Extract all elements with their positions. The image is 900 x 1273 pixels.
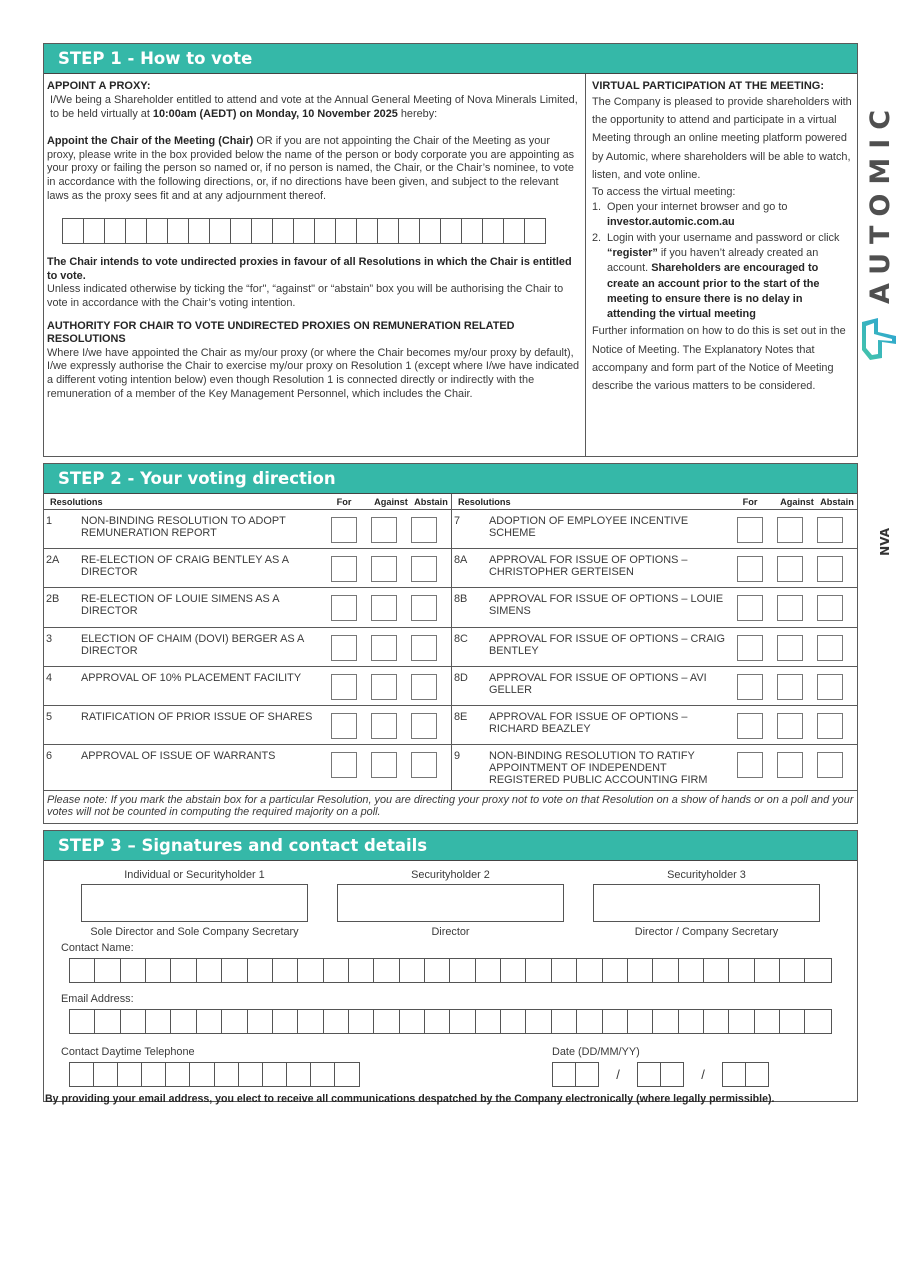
char-cell[interactable]: [805, 1010, 830, 1033]
vote-boxes: [737, 510, 857, 548]
security-code: NVA: [878, 528, 892, 556]
resolutions-header: [452, 494, 857, 510]
char-cell[interactable]: [248, 1010, 273, 1033]
step-text: [607, 200, 853, 231]
char-cell[interactable]: [197, 959, 222, 982]
step2-mid: if you haven’t already created an account.: [607, 246, 819, 275]
char-cell[interactable]: [526, 959, 551, 982]
char-cell[interactable]: [239, 1063, 263, 1086]
resolution-row: [44, 510, 451, 549]
resolutions-header: [44, 494, 451, 510]
char-cell[interactable]: [287, 1063, 311, 1086]
char-cell[interactable]: [679, 1010, 704, 1033]
investor-portal-link[interactable]: investor.automic.com.au: [607, 216, 735, 229]
signatures-row: [44, 861, 857, 938]
vote-abstain-checkbox[interactable]: [817, 752, 843, 778]
vote-abstain-checkbox[interactable]: [411, 556, 437, 582]
authority-text: Where I/we have appointed the Chair as my/our proxy (or where the Chair becomes my/our proxy by default), I/we expressly authorise the Chair to exercise my/our proxy on Resolution 1 (except where I/we have indicated a different voting intention below) even though Resolution 1 is connected directly or indirectly with the remuneration of a member of the Key Management Personnel, which includes the Chair.: [47, 346, 580, 400]
char-cell[interactable]: [142, 1063, 166, 1086]
date-month-input[interactable]: [637, 1062, 684, 1087]
automic-logo: [856, 100, 900, 362]
signatory-caption: Director: [431, 926, 470, 938]
authority-heading: AUTHORITY FOR CHAIR TO VOTE UNDIRECTED PROXIES ON REMUNERATION RELATED RESOLUTIONS: [47, 319, 515, 346]
char-cell[interactable]: [780, 959, 805, 982]
char-cell[interactable]: [483, 219, 504, 243]
resolution-text: RE-ELECTION OF CRAIG BENTLEY AS A DIRECTOR: [81, 554, 289, 579]
access-steps: [592, 200, 853, 322]
char-cell[interactable]: [420, 219, 441, 243]
resolution-number: 4: [46, 671, 53, 684]
vote-abstain-checkbox[interactable]: [411, 752, 437, 778]
char-cell[interactable]: [425, 1010, 450, 1033]
char-cell[interactable]: [378, 219, 399, 243]
vote-for-checkbox[interactable]: [737, 556, 763, 582]
char-cell[interactable]: [501, 959, 526, 982]
access-step-1: [592, 200, 853, 231]
appoint-proxy-section: [44, 74, 586, 457]
char-cell[interactable]: [755, 959, 780, 982]
char-cell[interactable]: [805, 959, 830, 982]
vote-for-checkbox[interactable]: [331, 674, 357, 700]
step-number: 2.: [592, 231, 602, 244]
step1-text: Open your internet browser and go to: [607, 201, 788, 214]
char-cell[interactable]: [147, 219, 168, 243]
intro-text: I/We being a Shareholder entitled to attend and vote at the Annual General Meeting of Nova Minerals Limited, to be held virtually at: [50, 94, 578, 120]
email-input[interactable]: [69, 1009, 832, 1034]
char-cell[interactable]: [628, 959, 653, 982]
char-cell[interactable]: [552, 1010, 577, 1033]
virtual-intro: The Company is pleased to provide shareholders with the opportunity to attend and participate in a virtual Meeting through an online meeting platform powered by Automic, where shareholders will be able to watch, listen, and vote online.: [592, 96, 852, 181]
meeting-datetime: 10:00am (AEDT) on Monday, 10 November 2025: [152, 107, 398, 120]
signatory-caption: Sole Director and Sole Company Secretary: [90, 926, 299, 938]
char-cell[interactable]: [215, 1063, 239, 1086]
vote-for-checkbox[interactable]: [331, 556, 357, 582]
resolution-row: [44, 745, 451, 791]
char-cell[interactable]: [63, 219, 84, 243]
resolution-row: [44, 588, 451, 627]
char-cell[interactable]: [704, 1010, 729, 1033]
vote-for-checkbox[interactable]: [737, 517, 763, 543]
intro-suffix: hereby:: [397, 107, 438, 120]
char-cell[interactable]: [357, 219, 378, 243]
char-cell[interactable]: [349, 959, 374, 982]
char-cell[interactable]: [653, 959, 678, 982]
vote-against-checkbox[interactable]: [777, 713, 803, 739]
char-cell[interactable]: [400, 1010, 425, 1033]
resolution-row: [452, 549, 857, 588]
header-resolutions: Resolutions: [50, 496, 103, 507]
vote-abstain-checkbox[interactable]: [817, 635, 843, 661]
vote-for-checkbox[interactable]: [331, 752, 357, 778]
char-cell[interactable]: [603, 1010, 628, 1033]
vote-against-checkbox[interactable]: [371, 713, 397, 739]
proxy-intro: [47, 94, 581, 121]
resolution-text: RE-ELECTION OF LOUIE SIMENS AS A DIRECTOR: [81, 593, 279, 618]
resolution-text: NON-BINDING RESOLUTION TO RATIFY APPOINTMENT OF INDEPENDENT REGISTERED PUBLIC ACCOUNTING FIRM: [489, 750, 708, 787]
char-cell[interactable]: [70, 959, 95, 982]
resolutions-right: [451, 494, 857, 791]
char-cell[interactable]: [121, 959, 146, 982]
char-cell[interactable]: [95, 1010, 120, 1033]
resolution-number: 9: [454, 750, 461, 763]
vote-against-checkbox[interactable]: [371, 635, 397, 661]
vote-for-checkbox[interactable]: [331, 595, 357, 621]
char-cell[interactable]: [210, 219, 231, 243]
header-against: Against: [374, 496, 408, 507]
char-cell[interactable]: [94, 1063, 118, 1086]
signature-box-2[interactable]: [337, 884, 564, 922]
header-resolutions: Resolutions: [458, 496, 511, 507]
char-cell[interactable]: [197, 1010, 222, 1033]
email-disclaimer: By providing your email address, you elect to receive all communications despatched by the Company electronically (where legally permissible).: [45, 1093, 775, 1105]
automic-wordmark: AUTOMIC: [865, 100, 896, 305]
resolution-number: 8D: [454, 671, 468, 684]
resolution-text: APPROVAL FOR ISSUE OF OPTIONS – CHRISTOPHER GERTEISEN: [489, 554, 688, 579]
char-cell[interactable]: [450, 959, 475, 982]
vote-against-checkbox[interactable]: [371, 674, 397, 700]
access-step-2: [592, 231, 853, 323]
step3-panel: [43, 830, 858, 1105]
resolution-text: APPROVAL OF ISSUE OF WARRANTS: [81, 750, 276, 763]
step1-title: STEP 1 - How to vote: [44, 44, 857, 74]
resolution-row: [452, 667, 857, 706]
header-abstain: Abstain: [414, 496, 448, 507]
chair-intent: [47, 256, 581, 283]
char-cell[interactable]: [273, 1010, 298, 1033]
char-cell[interactable]: [374, 1010, 399, 1033]
char-cell[interactable]: [462, 219, 483, 243]
vote-for-checkbox[interactable]: [737, 595, 763, 621]
char-cell[interactable]: [126, 219, 147, 243]
resolutions-left: [44, 494, 451, 791]
char-cell[interactable]: [425, 959, 450, 982]
char-cell[interactable]: [166, 1063, 190, 1086]
vote-boxes: [331, 510, 451, 548]
vote-abstain-checkbox[interactable]: [817, 713, 843, 739]
appoint-proxy-heading: APPOINT A PROXY:: [47, 80, 151, 92]
resolution-list-right: [452, 510, 857, 791]
phone-group: [44, 1042, 360, 1087]
unless-text: Unless indicated otherwise by ticking the “for", “against" or “abstain” box you will be authorising the Chair to vote in accordance with the Chair’s voting intention.: [47, 283, 564, 309]
vote-against-checkbox[interactable]: [371, 517, 397, 543]
vote-against-checkbox[interactable]: [371, 752, 397, 778]
step-text: [607, 231, 853, 323]
resolution-number: 8C: [454, 632, 468, 645]
vote-boxes: [331, 588, 451, 626]
resolution-text: APPROVAL FOR ISSUE OF OPTIONS – RICHARD BEAZLEY: [489, 710, 688, 735]
chair-intent-text: The Chair intends to vote undirected proxies in favour of all Resolutions in which the Chair is entitled to vote.: [47, 256, 572, 282]
resolution-row: [452, 706, 857, 745]
vote-against-checkbox[interactable]: [777, 595, 803, 621]
resolution-row: [452, 745, 857, 791]
char-cell[interactable]: [118, 1063, 142, 1086]
vote-boxes: [737, 588, 857, 626]
vote-boxes: [737, 745, 857, 790]
resolution-number: 2A: [46, 554, 60, 567]
header-against: Against: [780, 496, 814, 507]
char-cell[interactable]: [84, 219, 105, 243]
step3-title: STEP 3 – Signatures and contact details: [44, 831, 857, 861]
resolution-list-left: [44, 510, 451, 791]
char-cell[interactable]: [70, 1010, 95, 1033]
char-cell[interactable]: [248, 959, 273, 982]
vote-boxes: [737, 549, 857, 587]
char-cell[interactable]: [189, 219, 210, 243]
char-cell[interactable]: [704, 959, 729, 982]
resolution-row: [44, 706, 451, 745]
email-label: Email Address:: [61, 993, 134, 1005]
resolution-number: 2B: [46, 593, 60, 606]
char-cell[interactable]: [324, 1010, 349, 1033]
resolution-number: 8E: [454, 710, 468, 723]
resolution-text: APPROVAL FOR ISSUE OF OPTIONS – LOUIE SIMENS: [489, 593, 724, 618]
char-cell[interactable]: [252, 219, 273, 243]
signatory-caption: Director / Company Secretary: [634, 926, 779, 938]
resolution-text: RATIFICATION OF PRIOR ISSUE OF SHARES: [81, 710, 313, 723]
vote-against-checkbox[interactable]: [371, 556, 397, 582]
char-cell[interactable]: [552, 959, 577, 982]
char-cell[interactable]: [441, 219, 462, 243]
contact-name-input[interactable]: [69, 958, 832, 983]
resolution-number: 8A: [454, 554, 468, 567]
header-abstain: Abstain: [820, 496, 854, 507]
char-cell[interactable]: [105, 219, 126, 243]
resolution-number: 5: [46, 710, 53, 723]
vote-abstain-checkbox[interactable]: [411, 713, 437, 739]
char-cell[interactable]: [95, 959, 120, 982]
vote-boxes: [331, 745, 451, 790]
date-input: [552, 1062, 769, 1087]
vote-against-checkbox[interactable]: [777, 752, 803, 778]
vote-against-checkbox[interactable]: [777, 556, 803, 582]
char-cell[interactable]: [336, 219, 357, 243]
char-cell[interactable]: [70, 1063, 94, 1086]
date-separator: /: [701, 1067, 705, 1082]
vote-against-checkbox[interactable]: [777, 674, 803, 700]
char-cell[interactable]: [294, 219, 315, 243]
char-cell[interactable]: [400, 959, 425, 982]
char-cell[interactable]: [526, 1010, 551, 1033]
step1-panel: [43, 43, 858, 457]
vote-abstain-checkbox[interactable]: [411, 517, 437, 543]
vote-against-checkbox[interactable]: [777, 635, 803, 661]
vote-abstain-checkbox[interactable]: [817, 517, 843, 543]
resolution-row: [452, 588, 857, 627]
register-text: “register”: [607, 246, 658, 259]
char-cell[interactable]: [476, 959, 501, 982]
char-cell[interactable]: [476, 1010, 501, 1033]
vote-boxes: [737, 667, 857, 705]
char-cell[interactable]: [501, 1010, 526, 1033]
step2-bold: Shareholders are encouraged to create an account prior to the start of the meeting to ensure there is no delay in attending the virtual meeting: [607, 262, 820, 321]
resolution-text: APPROVAL FOR ISSUE OF OPTIONS – CRAIG BENTLEY: [489, 632, 726, 657]
char-cell[interactable]: [298, 1010, 323, 1033]
signatory-label: Securityholder 2: [411, 869, 490, 881]
char-cell[interactable]: [298, 959, 323, 982]
signatory-label: Individual or Securityholder 1: [124, 869, 265, 881]
char-cell[interactable]: [273, 959, 298, 982]
char-cell[interactable]: [628, 1010, 653, 1033]
appoint-chair-bold: Appoint the Chair of the Meeting (Chair): [47, 135, 254, 148]
appoint-chair-body: OR if you are not appointing the Chair of the Meeting as your proxy, please write in the box provided below the name of the person or body corporate you are appointing as your proxy or failing the person so named or, if no person is named, the Chair, or the Chair’s nominee, to vote in accordance with the following directions, or, if no directions have been given, and subject to the relevant laws as the proxy sees fit and at any adjournment thereof.: [47, 135, 575, 202]
resolution-text: NON-BINDING RESOLUTION TO ADOPT REMUNERATION REPORT: [81, 515, 286, 539]
step2-title: STEP 2 - Your voting direction: [44, 464, 857, 494]
vote-against-checkbox[interactable]: [777, 517, 803, 543]
vote-abstain-checkbox[interactable]: [411, 595, 437, 621]
signatory-label: Securityholder 3: [667, 869, 746, 881]
char-cell[interactable]: [577, 1010, 602, 1033]
char-cell[interactable]: [504, 219, 525, 243]
resolution-number: 8B: [454, 593, 468, 606]
char-cell[interactable]: [311, 1063, 335, 1086]
date-year-input[interactable]: [722, 1062, 769, 1087]
char-cell[interactable]: [146, 959, 171, 982]
char-cell[interactable]: [263, 1063, 287, 1086]
char-cell[interactable]: [653, 1010, 678, 1033]
date-label: Date (DD/MM/YY): [552, 1046, 640, 1058]
char-cell[interactable]: [168, 219, 189, 243]
access-label: To access the virtual meeting:: [592, 186, 736, 199]
phone-label: Contact Daytime Telephone: [61, 1046, 195, 1058]
abstain-note: Please note: If you mark the abstain box for a particular Resolution, you are directing your proxy not to vote on that Resolution on a show of hands or on a poll and your votes will not be counted in computing the required majority on a poll.: [47, 794, 854, 819]
resolution-row: [452, 628, 857, 667]
phone-date-row: [44, 1042, 857, 1087]
resolution-number: 1: [46, 515, 53, 527]
vote-boxes: [737, 628, 857, 666]
char-cell[interactable]: [525, 219, 545, 243]
vote-for-checkbox[interactable]: [331, 635, 357, 661]
vote-for-checkbox[interactable]: [737, 635, 763, 661]
char-cell[interactable]: [577, 959, 602, 982]
automic-cube-icon: [858, 314, 900, 362]
vote-abstain-checkbox[interactable]: [817, 556, 843, 582]
resolution-number: 7: [454, 515, 461, 527]
vote-abstain-checkbox[interactable]: [411, 635, 437, 661]
step2-panel: [43, 463, 858, 824]
vote-boxes: [331, 549, 451, 587]
date-separator: /: [616, 1067, 620, 1082]
vote-for-checkbox[interactable]: [737, 674, 763, 700]
vote-for-checkbox[interactable]: [737, 713, 763, 739]
char-cell[interactable]: [780, 1010, 805, 1033]
char-cell[interactable]: [190, 1063, 214, 1086]
char-cell[interactable]: [603, 959, 628, 982]
char-cell[interactable]: [146, 1010, 171, 1033]
phone-input[interactable]: [69, 1062, 360, 1087]
vote-for-checkbox[interactable]: [737, 752, 763, 778]
char-cell[interactable]: [374, 959, 399, 982]
vote-boxes: [331, 628, 451, 666]
date-group: [552, 1042, 769, 1087]
char-cell[interactable]: [231, 219, 252, 243]
resolution-row: [44, 667, 451, 706]
step2-text: Login with your username and password or click: [607, 231, 840, 244]
char-cell[interactable]: [171, 959, 196, 982]
resolution-row: [44, 549, 451, 588]
char-cell[interactable]: [335, 1063, 359, 1086]
vote-against-checkbox[interactable]: [371, 595, 397, 621]
char-cell[interactable]: [679, 959, 704, 982]
vote-for-checkbox[interactable]: [331, 517, 357, 543]
char-cell[interactable]: [729, 959, 754, 982]
resolution-text: APPROVAL FOR ISSUE OF OPTIONS – AVI GELLER: [489, 671, 707, 696]
char-cell[interactable]: [222, 1010, 247, 1033]
virtual-heading: VIRTUAL PARTICIPATION AT THE MEETING:: [592, 80, 825, 92]
contact-name-label: Contact Name:: [61, 942, 134, 954]
char-cell[interactable]: [450, 1010, 475, 1033]
vote-abstain-checkbox[interactable]: [411, 674, 437, 700]
virtual-participation-section: [586, 74, 857, 457]
vote-for-checkbox[interactable]: [331, 713, 357, 739]
signatory-3: [593, 869, 820, 938]
signatory-2: [337, 869, 564, 938]
header-for: For: [336, 496, 352, 507]
char-cell[interactable]: [315, 219, 336, 243]
signatory-1: [81, 869, 308, 938]
resolution-text: APPROVAL OF 10% PLACEMENT FACILITY: [81, 671, 302, 684]
signature-box-1[interactable]: [81, 884, 308, 922]
signature-box-3[interactable]: [593, 884, 820, 922]
step-number: 1.: [592, 201, 602, 214]
date-day-input[interactable]: [552, 1062, 599, 1087]
vote-boxes: [331, 706, 451, 744]
resolution-text: ELECTION OF CHAIM (DOVI) BERGER AS A DIRECTOR: [81, 632, 304, 657]
vote-abstain-checkbox[interactable]: [817, 595, 843, 621]
proxy-name-input[interactable]: [62, 218, 546, 244]
char-cell[interactable]: [324, 959, 349, 982]
vote-boxes: [737, 706, 857, 744]
resolution-row: [44, 628, 451, 667]
appoint-chair-text: [47, 135, 581, 203]
resolution-row: [452, 510, 857, 549]
resolution-text: ADOPTION OF EMPLOYEE INCENTIVE SCHEME: [489, 515, 689, 539]
char-cell[interactable]: [399, 219, 420, 243]
header-for: For: [742, 496, 758, 507]
vote-abstain-checkbox[interactable]: [817, 674, 843, 700]
further-info: Further information on how to do this is set out in the Notice of Meeting. The Explanatory Notes that accompany and form part of the Notice of Meeting describe the various matters to be considered.: [592, 325, 846, 392]
resolution-number: 3: [46, 632, 53, 645]
char-cell[interactable]: [273, 219, 294, 243]
char-cell[interactable]: [729, 1010, 754, 1033]
char-cell[interactable]: [349, 1010, 374, 1033]
char-cell[interactable]: [171, 1010, 196, 1033]
char-cell[interactable]: [222, 959, 247, 982]
vote-boxes: [331, 667, 451, 705]
char-cell[interactable]: [121, 1010, 146, 1033]
char-cell[interactable]: [755, 1010, 780, 1033]
resolution-number: 6: [46, 750, 53, 763]
